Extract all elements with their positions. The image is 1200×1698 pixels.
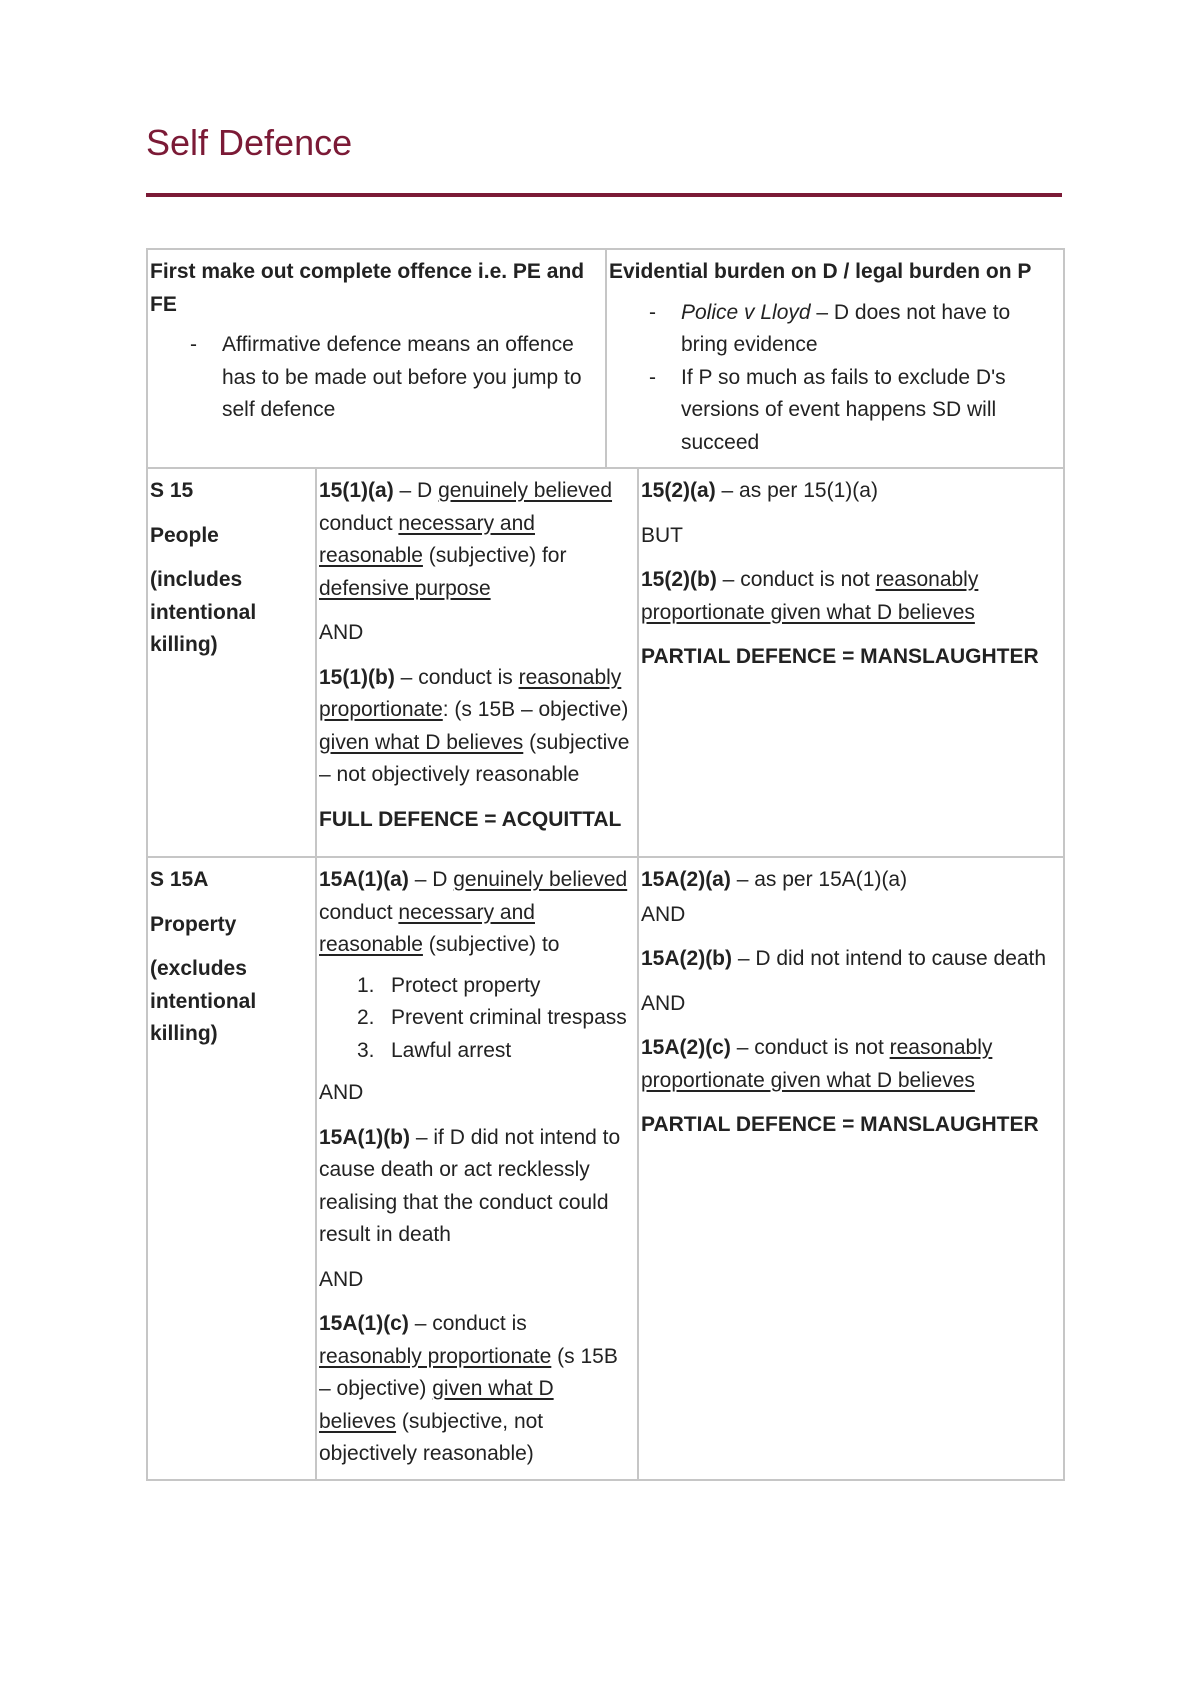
s15-1-a: 15(1)(a) – D genuinely believed conduct necessary and reasonable (subjective) for defensive purpose <box>319 479 613 600</box>
section-label: S 15A <box>150 868 209 891</box>
section-note: (includes intentional killing) <box>150 568 257 656</box>
s15a-2-c: 15A(2)(c) – conduct is not reasonably proportionate given what D believes <box>641 1036 993 1092</box>
s15a-partial-defence-cell <box>638 857 1064 1480</box>
page-title: Self Defence <box>146 122 353 163</box>
s15-2-a: 15(2)(a) – as per 15(1)(a) <box>641 479 878 502</box>
title-divider <box>146 193 1062 197</box>
offence-heading: First make out complete offence i.e. PE and FE <box>150 260 585 316</box>
section-subject: Property <box>150 912 237 936</box>
s15a-1-c: 15A(1)(c) – conduct is reasonably proportionate (s 15B – objective) given what D believes (subjective, not objectively reasonable) <box>319 1312 618 1465</box>
s15-partial-defence-cell <box>638 468 1064 857</box>
section-note: (excludes intentional killing) <box>150 957 257 1045</box>
s15a-2-a: 15A(2)(a) – as per 15A(1)(a) <box>641 868 908 891</box>
section-subject: People <box>150 523 219 547</box>
s15a-1-a: 15A(1)(a) – D genuinely believed conduct necessary and reasonable (subjective) to <box>319 868 628 956</box>
and-connector: AND <box>641 991 686 1015</box>
partial-defence-result: PARTIAL DEFENCE = MANSLAUGHTER <box>641 645 1039 668</box>
and-connector: AND <box>319 621 364 644</box>
s15-1-b: 15(1)(b) – conduct is reasonably proportionate: (s 15B – objective) given what D believes (subjective – not objectively reasonable <box>319 665 630 786</box>
s15a-label-cell <box>147 857 316 1480</box>
but-connector: BUT <box>641 523 683 547</box>
s15a-full-defence-cell <box>316 857 638 1480</box>
list-item: 3. Lawful arrest <box>357 1038 512 1062</box>
s15a-row <box>147 857 1064 1480</box>
self-defence-table <box>146 248 1065 1481</box>
and-connector: AND <box>319 1081 364 1104</box>
s15a-1-b: 15A(1)(b) – if D did not intend to cause death or act recklessly realising that the conduct could result in death <box>319 1125 621 1246</box>
partial-defence-result: PARTIAL DEFENCE = MANSLAUGHTER <box>641 1113 1039 1136</box>
s15-full-defence-cell <box>316 468 638 857</box>
purpose-list <box>319 970 635 1068</box>
intro-row <box>147 249 1064 468</box>
burden-bullets <box>609 297 1061 460</box>
burden-heading: Evidential burden on D / legal burden on P <box>609 260 1032 283</box>
and-connector: AND <box>319 1267 364 1291</box>
and-connector: AND <box>641 902 686 926</box>
offence-bullet: - Affirmative defence means an offence has to be made out before you jump to self defence <box>150 329 603 427</box>
offence-bullets <box>150 329 603 427</box>
burden-cell <box>606 249 1064 468</box>
list-item: 1. Protect property <box>357 973 541 997</box>
s15-2-b: 15(2)(b) – conduct is not reasonably proportionate given what D believes <box>641 568 979 624</box>
case-name: Police v Lloyd <box>681 300 811 324</box>
full-defence-result: FULL DEFENCE = ACQUITTAL <box>319 807 622 831</box>
offence-cell <box>147 249 606 468</box>
burden-bullet-exclude: - If P so much as fails to exclude D's versions of event happens SD will succeed <box>609 362 1061 460</box>
section-label: S 15 <box>150 479 194 502</box>
s15-row <box>147 468 1064 857</box>
burden-bullet-lloyd: - Police v Lloyd – D does not have to bring evidence <box>609 297 1061 362</box>
list-item: 2. Prevent criminal trespass <box>357 1006 627 1029</box>
s15a-2-b: 15A(2)(b) – D did not intend to cause death <box>641 947 1047 970</box>
s15-label-cell <box>147 468 316 857</box>
